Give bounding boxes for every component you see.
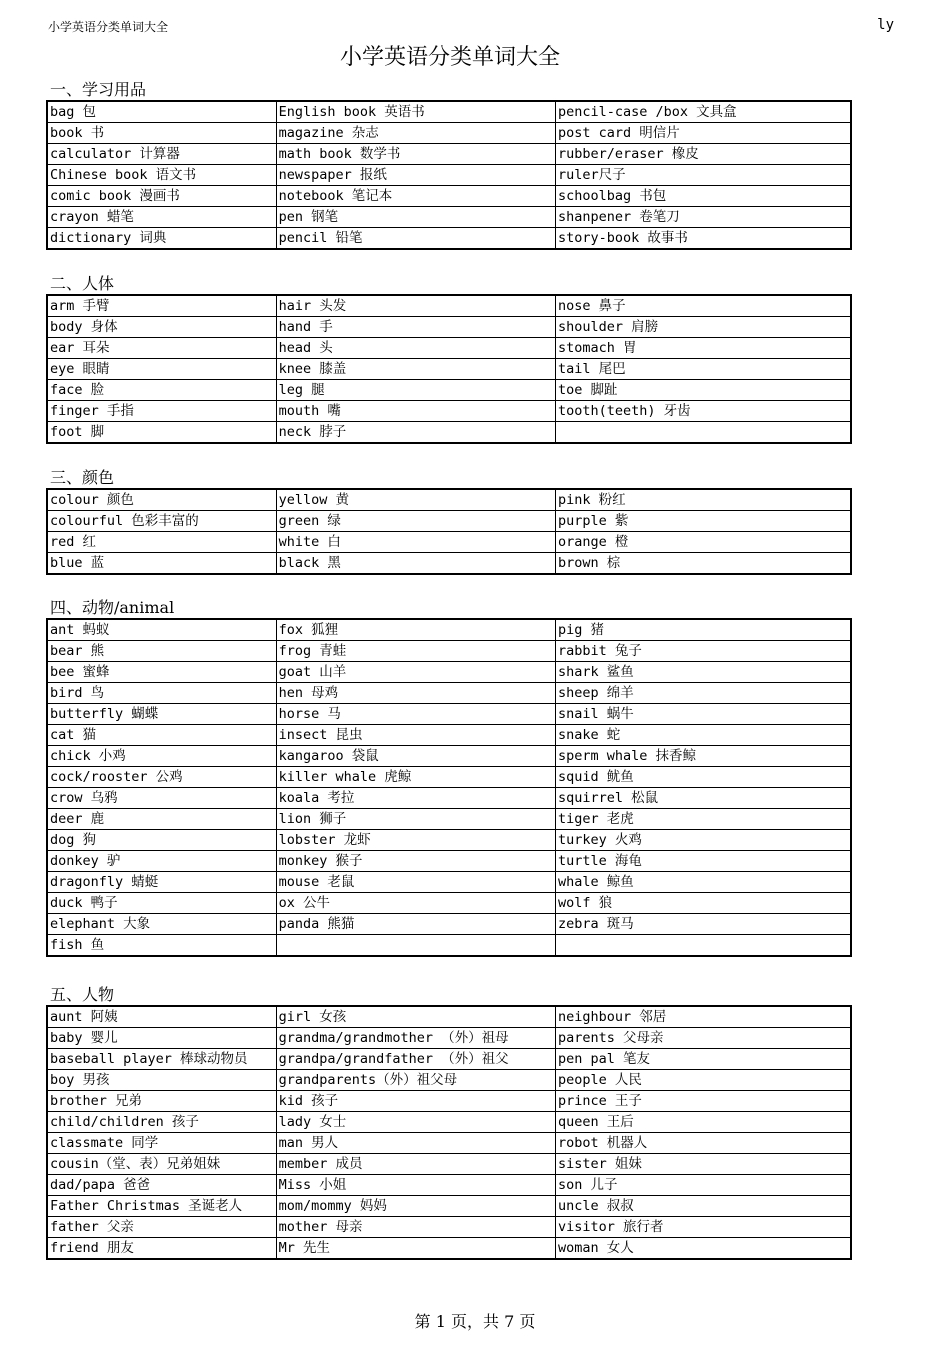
- vocab-cell: eye 眼睛: [47, 359, 276, 380]
- vocab-cell: calculator 计算器: [47, 144, 276, 165]
- vocab-cell: ant 蚂蚁: [47, 619, 276, 641]
- vocab-section: [46, 80, 852, 250]
- vocab-cell: monkey 猴子: [276, 851, 555, 872]
- vocab-cell: [556, 935, 852, 957]
- vocab-cell: goat 山羊: [276, 662, 555, 683]
- table-row: [47, 489, 851, 511]
- vocab-cell: dad/papa 爸爸: [47, 1175, 276, 1196]
- vocab-cell: elephant 大象: [47, 914, 276, 935]
- vocab-cell: ox 公牛: [276, 893, 555, 914]
- vocab-cell: wolf 狼: [556, 893, 852, 914]
- vocab-cell: neck 脖子: [276, 422, 555, 444]
- vocab-cell: friend 朋友: [47, 1238, 276, 1260]
- table-row: [47, 553, 851, 575]
- vocab-cell: leg 腿: [276, 380, 555, 401]
- vocab-cell: lion 狮子: [276, 809, 555, 830]
- vocab-cell: Father Christmas 圣诞老人: [47, 1196, 276, 1217]
- table-row: [47, 1091, 851, 1112]
- vocab-cell: kangaroo 袋鼠: [276, 746, 555, 767]
- vocab-cell: [556, 422, 852, 444]
- vocab-cell: bear 熊: [47, 641, 276, 662]
- vocab-cell: red 红: [47, 532, 276, 553]
- vocab-cell: rubber/eraser 橡皮: [556, 144, 852, 165]
- vocab-cell: sheep 绵羊: [556, 683, 852, 704]
- vocab-cell: magazine 杂志: [276, 123, 555, 144]
- vocab-cell: hand 手: [276, 317, 555, 338]
- vocab-cell: mouth 嘴: [276, 401, 555, 422]
- vocab-cell: turkey 火鸡: [556, 830, 852, 851]
- table-row: [47, 380, 851, 401]
- table-row: [47, 1049, 851, 1070]
- vocab-table: [46, 100, 852, 250]
- vocab-cell: killer whale 虎鲸: [276, 767, 555, 788]
- vocab-table: [46, 618, 852, 957]
- vocab-cell: neighbour 邻居: [556, 1006, 852, 1028]
- vocab-cell: pink 粉红: [556, 489, 852, 511]
- table-row: [47, 893, 851, 914]
- vocab-cell: son 儿子: [556, 1175, 852, 1196]
- vocab-cell: snail 蜗牛: [556, 704, 852, 725]
- running-header-right: ly: [877, 17, 894, 33]
- table-row: [47, 641, 851, 662]
- vocab-cell: green 绿: [276, 511, 555, 532]
- vocab-section: [46, 985, 852, 1260]
- vocab-cell: white 白: [276, 532, 555, 553]
- vocab-cell: horse 马: [276, 704, 555, 725]
- vocab-cell: story-book 故事书: [556, 228, 852, 250]
- vocab-cell: shark 鲨鱼: [556, 662, 852, 683]
- vocab-cell: yellow 黄: [276, 489, 555, 511]
- vocab-cell: post card 明信片: [556, 123, 852, 144]
- vocab-cell: butterfly 蝴蝶: [47, 704, 276, 725]
- vocab-cell: turtle 海龟: [556, 851, 852, 872]
- vocab-cell: ear 耳朵: [47, 338, 276, 359]
- vocab-cell: English book 英语书: [276, 101, 555, 123]
- table-row: [47, 1112, 851, 1133]
- vocab-cell: prince 王子: [556, 1091, 852, 1112]
- vocab-cell: toe 脚趾: [556, 380, 852, 401]
- table-row: [47, 532, 851, 553]
- vocab-cell: fish 鱼: [47, 935, 276, 957]
- vocab-cell: notebook 笔记本: [276, 186, 555, 207]
- vocab-cell: hen 母鸡: [276, 683, 555, 704]
- vocab-cell: donkey 驴: [47, 851, 276, 872]
- vocab-cell: sperm whale 抹香鲸: [556, 746, 852, 767]
- vocab-cell: duck 鸭子: [47, 893, 276, 914]
- vocab-cell: sister 姐妹: [556, 1154, 852, 1175]
- vocab-cell: visitor 旅行者: [556, 1217, 852, 1238]
- table-row: [47, 422, 851, 444]
- vocab-section: [46, 468, 852, 575]
- section-title: 四、动物/animal: [50, 598, 175, 617]
- vocab-cell: member 成员: [276, 1154, 555, 1175]
- table-row: [47, 317, 851, 338]
- vocab-cell: lobster 龙虾: [276, 830, 555, 851]
- vocab-cell: Mr 先生: [276, 1238, 555, 1260]
- vocab-cell: insect 昆虫: [276, 725, 555, 746]
- vocab-cell: baby 婴儿: [47, 1028, 276, 1049]
- table-row: [47, 935, 851, 957]
- table-row: [47, 851, 851, 872]
- vocab-cell: deer 鹿: [47, 809, 276, 830]
- vocab-cell: finger 手指: [47, 401, 276, 422]
- vocab-cell: father 父亲: [47, 1217, 276, 1238]
- table-row: [47, 809, 851, 830]
- vocab-cell: dog 狗: [47, 830, 276, 851]
- vocab-cell: pencil-case /box 文具盒: [556, 101, 852, 123]
- vocab-cell: whale 鲸鱼: [556, 872, 852, 893]
- table-row: [47, 144, 851, 165]
- vocab-cell: purple 紫: [556, 511, 852, 532]
- vocab-cell: orange 橙: [556, 532, 852, 553]
- table-row: [47, 746, 851, 767]
- table-row: [47, 830, 851, 851]
- vocab-cell: blue 蓝: [47, 553, 276, 575]
- vocab-cell: baseball player 棒球动物员: [47, 1049, 276, 1070]
- vocab-cell: head 头: [276, 338, 555, 359]
- vocab-cell: squid 鱿鱼: [556, 767, 852, 788]
- vocab-cell: aunt 阿姨: [47, 1006, 276, 1028]
- table-row: [47, 511, 851, 532]
- vocab-cell: face 脸: [47, 380, 276, 401]
- vocab-cell: pen 钢笔: [276, 207, 555, 228]
- vocab-table: [46, 294, 852, 444]
- vocab-cell: colour 颜色: [47, 489, 276, 511]
- vocab-cell: black 黑: [276, 553, 555, 575]
- vocab-cell: brother 兄弟: [47, 1091, 276, 1112]
- vocab-cell: bee 蜜蜂: [47, 662, 276, 683]
- vocab-table: [46, 1005, 852, 1260]
- vocab-cell: people 人民: [556, 1070, 852, 1091]
- vocab-cell: classmate 同学: [47, 1133, 276, 1154]
- table-row: [47, 1154, 851, 1175]
- table-row: [47, 359, 851, 380]
- vocab-cell: shanpener 卷笔刀: [556, 207, 852, 228]
- vocab-cell: tooth(teeth) 牙齿: [556, 401, 852, 422]
- section-title: 三、颜色: [50, 468, 115, 487]
- vocab-cell: man 男人: [276, 1133, 555, 1154]
- vocab-cell: uncle 叔叔: [556, 1196, 852, 1217]
- table-row: [47, 619, 851, 641]
- vocab-cell: body 身体: [47, 317, 276, 338]
- vocab-cell: frog 青蛙: [276, 641, 555, 662]
- vocab-cell: mouse 老鼠: [276, 872, 555, 893]
- vocab-cell: cat 猫: [47, 725, 276, 746]
- vocab-cell: nose 鼻子: [556, 295, 852, 317]
- table-row: [47, 662, 851, 683]
- vocab-cell: crow 乌鸦: [47, 788, 276, 809]
- vocab-cell: Chinese book 语文书: [47, 165, 276, 186]
- vocab-cell: pig 猪: [556, 619, 852, 641]
- vocab-cell: grandma/grandmother （外）祖母: [276, 1028, 555, 1049]
- vocab-cell: mom/mommy 妈妈: [276, 1196, 555, 1217]
- vocab-cell: bird 鸟: [47, 683, 276, 704]
- vocab-cell: grandpa/grandfather （外）祖父: [276, 1049, 555, 1070]
- vocab-cell: panda 熊猫: [276, 914, 555, 935]
- vocab-cell: crayon 蜡笔: [47, 207, 276, 228]
- vocab-cell: parents 父母亲: [556, 1028, 852, 1049]
- vocab-cell: grandparents（外）祖父母: [276, 1070, 555, 1091]
- vocab-section: [46, 598, 852, 957]
- vocab-cell: mother 母亲: [276, 1217, 555, 1238]
- table-row: [47, 338, 851, 359]
- table-row: [47, 914, 851, 935]
- vocab-cell: shoulder 肩膀: [556, 317, 852, 338]
- vocab-cell: brown 棕: [556, 553, 852, 575]
- vocab-cell: math book 数学书: [276, 144, 555, 165]
- vocab-cell: zebra 斑马: [556, 914, 852, 935]
- table-row: [47, 1006, 851, 1028]
- vocab-cell: tiger 老虎: [556, 809, 852, 830]
- table-row: [47, 683, 851, 704]
- table-row: [47, 725, 851, 746]
- table-row: [47, 165, 851, 186]
- table-row: [47, 1028, 851, 1049]
- vocab-cell: book 书: [47, 123, 276, 144]
- table-row: [47, 1196, 851, 1217]
- vocab-cell: hair 头发: [276, 295, 555, 317]
- vocab-cell: tail 尾巴: [556, 359, 852, 380]
- table-row: [47, 872, 851, 893]
- vocab-cell: koala 考拉: [276, 788, 555, 809]
- table-row: [47, 207, 851, 228]
- table-row: [47, 1133, 851, 1154]
- vocab-cell: foot 脚: [47, 422, 276, 444]
- vocab-cell: boy 男孩: [47, 1070, 276, 1091]
- vocab-cell: ruler尺子: [556, 165, 852, 186]
- vocab-cell: newspaper 报纸: [276, 165, 555, 186]
- vocab-cell: queen 王后: [556, 1112, 852, 1133]
- table-row: [47, 1238, 851, 1260]
- table-row: [47, 295, 851, 317]
- table-row: [47, 1175, 851, 1196]
- vocab-cell: dictionary 词典: [47, 228, 276, 250]
- vocab-cell: bag 包: [47, 101, 276, 123]
- running-header-left: 小学英语分类单词大全: [48, 20, 169, 34]
- page-title: 小学英语分类单词大全: [339, 45, 560, 70]
- vocab-cell: [276, 935, 555, 957]
- table-row: [47, 1070, 851, 1091]
- table-row: [47, 704, 851, 725]
- vocab-cell: girl 女孩: [276, 1006, 555, 1028]
- table-row: [47, 788, 851, 809]
- vocab-cell: arm 手臂: [47, 295, 276, 317]
- vocab-cell: cousin（堂、表）兄弟姐妹: [47, 1154, 276, 1175]
- vocab-cell: lady 女士: [276, 1112, 555, 1133]
- page-footer: 第 1 页，共 7 页: [414, 1312, 536, 1331]
- vocab-cell: rabbit 兔子: [556, 641, 852, 662]
- vocab-cell: comic book 漫画书: [47, 186, 276, 207]
- vocab-cell: Miss 小姐: [276, 1175, 555, 1196]
- vocab-cell: squirrel 松鼠: [556, 788, 852, 809]
- vocab-section: [46, 274, 852, 444]
- vocab-cell: kid 孩子: [276, 1091, 555, 1112]
- section-title: 二、人体: [50, 274, 115, 293]
- vocab-cell: robot 机器人: [556, 1133, 852, 1154]
- vocab-cell: chick 小鸡: [47, 746, 276, 767]
- section-title: 一、学习用品: [50, 80, 147, 99]
- vocab-cell: colourful 色彩丰富的: [47, 511, 276, 532]
- vocab-table: [46, 488, 852, 575]
- table-row: [47, 186, 851, 207]
- vocab-cell: pen pal 笔友: [556, 1049, 852, 1070]
- table-row: [47, 123, 851, 144]
- table-row: [47, 1217, 851, 1238]
- vocab-cell: knee 膝盖: [276, 359, 555, 380]
- vocab-cell: cock/rooster 公鸡: [47, 767, 276, 788]
- vocab-cell: child/children 孩子: [47, 1112, 276, 1133]
- vocab-cell: dragonfly 蜻蜓: [47, 872, 276, 893]
- section-title: 五、人物: [50, 985, 115, 1004]
- vocab-cell: pencil 铅笔: [276, 228, 555, 250]
- table-row: [47, 767, 851, 788]
- vocab-cell: stomach 胃: [556, 338, 852, 359]
- vocab-cell: snake 蛇: [556, 725, 852, 746]
- vocab-cell: schoolbag 书包: [556, 186, 852, 207]
- table-row: [47, 401, 851, 422]
- vocab-cell: fox 狐狸: [276, 619, 555, 641]
- table-row: [47, 101, 851, 123]
- table-row: [47, 228, 851, 250]
- vocab-cell: woman 女人: [556, 1238, 852, 1260]
